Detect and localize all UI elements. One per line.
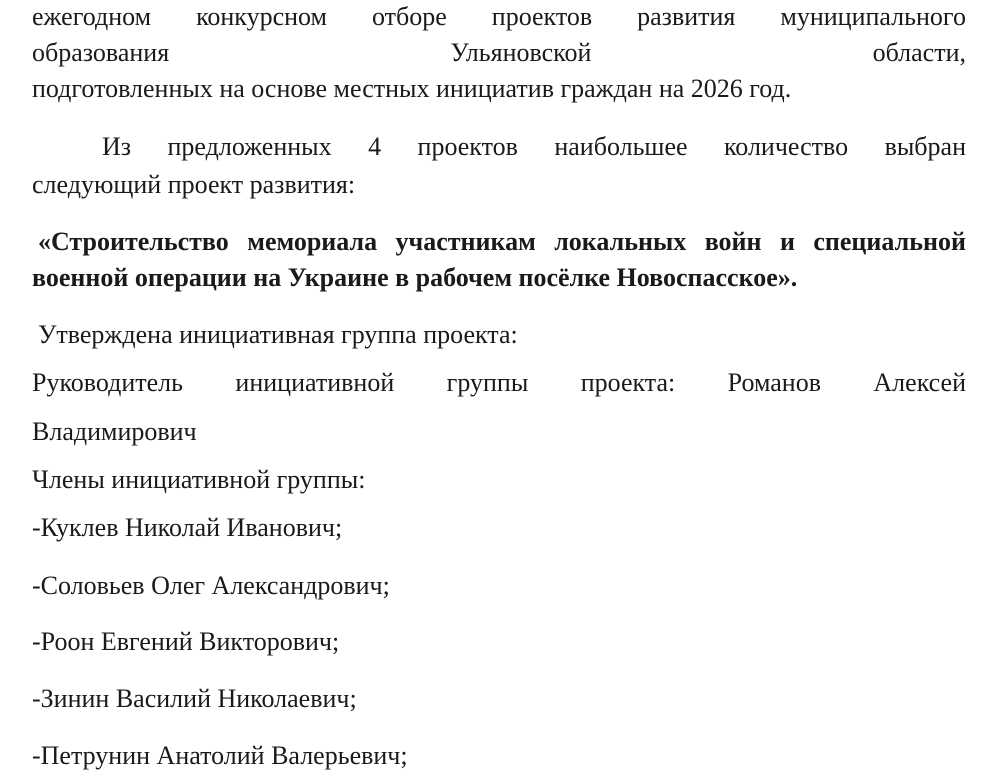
word: развития — [637, 2, 736, 31]
intro-line-3: подготовленных на основе местных инициатив граждан на 2026 год. — [32, 74, 792, 103]
word: «Строительство — [38, 227, 229, 256]
word: участникам — [395, 227, 536, 256]
word: предложенных — [167, 132, 332, 161]
word: 4 — [368, 132, 382, 161]
word: муниципального — [780, 2, 966, 31]
members-heading: Члены инициативной группы: — [32, 465, 366, 494]
word: количество — [723, 132, 849, 161]
selection-line-1 — [102, 132, 966, 162]
group-approved-text: Утверждена инициативная группа проекта: — [38, 320, 518, 349]
word: специальной — [813, 227, 966, 256]
word: проектов — [491, 2, 593, 31]
word: отборе — [371, 2, 447, 31]
word: проекта: — [580, 368, 676, 397]
member-item: -Куклев Николай Иванович; — [32, 513, 343, 542]
project-title-line-2: военной операции на Украине в рабочем посёлке Новоспасское». — [32, 263, 798, 292]
word: Романов — [727, 368, 821, 397]
word: Ульяновской — [450, 38, 592, 67]
word: проектов — [417, 132, 518, 161]
leader-line-1 — [32, 368, 966, 398]
member-item: -Роон Евгений Викторович; — [32, 627, 340, 656]
word: Руководитель — [32, 368, 183, 397]
intro-line-1 — [32, 2, 966, 32]
word: ежегодном — [32, 2, 152, 31]
member-item: -Петрунин Анатолий Валерьевич; — [32, 741, 408, 770]
intro-line-2 — [32, 38, 966, 68]
word: выбран — [884, 132, 966, 161]
word: наибольшее — [554, 132, 688, 161]
word: Из — [102, 132, 132, 161]
word: войн — [704, 227, 762, 256]
word: конкурсном — [196, 2, 327, 31]
member-item: -Зинин Василий Николаевич; — [32, 684, 357, 713]
word: локальных — [554, 227, 687, 256]
member-item: -Соловьев Олег Александрович; — [32, 571, 390, 600]
word: области, — [872, 38, 966, 67]
word: Алексей — [873, 368, 966, 397]
word: и — [779, 227, 795, 256]
word: образования — [32, 38, 170, 67]
word: мемориала — [247, 227, 378, 256]
leader-line-2: Владимирович — [32, 417, 197, 446]
selection-line-2: следующий проект развития: — [32, 170, 356, 199]
word: группы — [446, 368, 529, 397]
project-title-line-1 — [38, 227, 966, 257]
word: инициативной — [235, 368, 395, 397]
